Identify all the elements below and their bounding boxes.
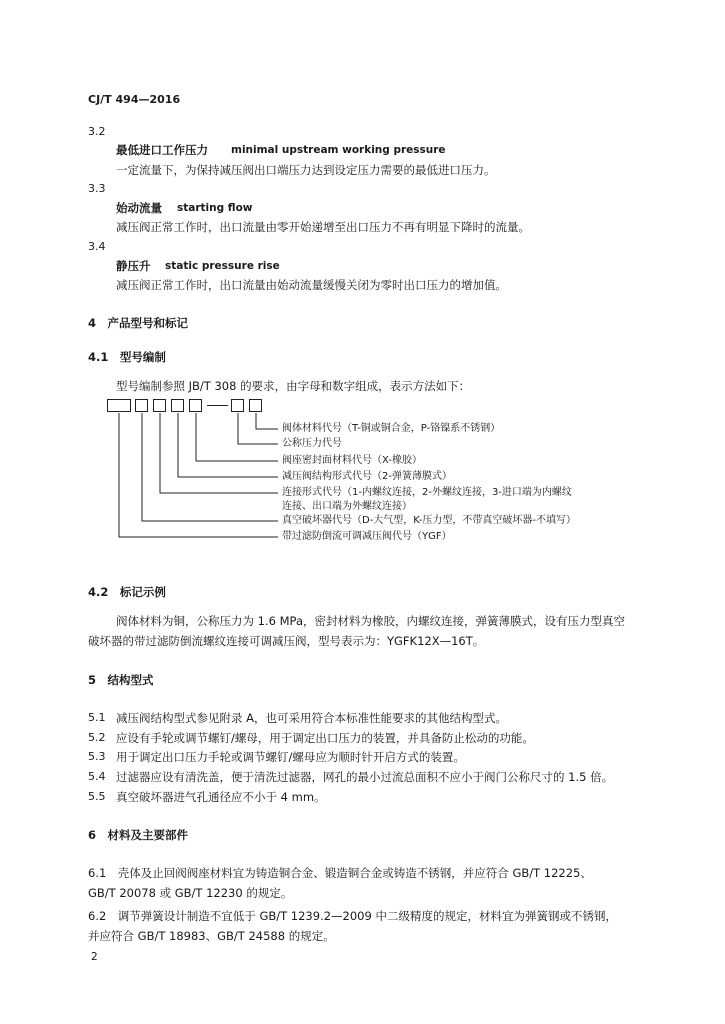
- term-title-en: starting flow: [177, 202, 253, 214]
- term-title-cn: 始动流量: [116, 201, 162, 215]
- term-definition: 减压阀正常工作时，出口流量由零开始递增至出口压力不再有明显下降时的流量。: [116, 220, 530, 234]
- term-definition: 一定流量下，为保持减压阀出口端压力达到设定压力需要的最低进口压力。: [116, 163, 496, 177]
- diagram-label: 减压阀结构形式代号（2-弹簧薄膜式）: [282, 471, 452, 482]
- term-number: 3.3: [88, 182, 106, 195]
- term-number: 3.4: [88, 240, 106, 253]
- term-title-cn: 静压升: [116, 259, 151, 273]
- paragraph: GB/T 20078 或 GB/T 12230 的规定。: [88, 886, 293, 900]
- subsection-heading: 4.2 标记示例: [88, 585, 166, 599]
- page-number: 2: [91, 951, 98, 963]
- paragraph: 6.1 壳体及止回阀阀座材料宜为铸造铜合金、锻造铜合金或铸造不锈钢，并应符合 GB/T 12225、: [88, 866, 592, 880]
- term-title-en: static pressure rise: [165, 260, 280, 272]
- clause-number: 5.4: [88, 770, 106, 783]
- term-number: 3.2: [88, 125, 106, 138]
- clause-number: 5.1: [88, 711, 106, 724]
- paragraph: 阀体材料为铜，公称压力为 1.6 MPa，密封材料为橡胶，内螺纹连接，弹簧薄膜式，设有压力型真空: [116, 614, 625, 628]
- clause-text: 过滤器应设有清洗盖，便于清洗过滤器，网孔的最小过流总面积不应小于阀门公称尺寸的 1.5 倍。: [116, 770, 614, 784]
- paragraph: 型号编制参照 JB/T 308 的要求，由字母和数字组成，表示方法如下：: [116, 379, 471, 393]
- subsection-heading: 4.1 型号编制: [88, 350, 166, 364]
- clause-text: 用于调定出口压力手轮或调节螺钉/螺母应为顺时针开启方式的装置。: [116, 750, 465, 764]
- section-heading: 5 结构型式: [88, 673, 154, 687]
- clause-text: 减压阀结构型式参见附录 A，也可采用符合本标准性能要求的其他结构型式。: [116, 711, 508, 725]
- section-heading: 6 材料及主要部件: [88, 828, 189, 842]
- document-id: CJ/T 494—2016: [88, 93, 181, 106]
- diagram-label: 阀体材料代号（T-铜或铜合金，P-铬镍系不锈钢）: [282, 423, 501, 434]
- diagram-label: 真空破坏器代号（D-大气型，K-压力型，不带真空破坏器-不填写）: [282, 515, 577, 526]
- clause-number: 5.5: [88, 790, 106, 803]
- paragraph: 并应符合 GB/T 18983、GB/T 24588 的规定。: [88, 929, 335, 943]
- paragraph: 6.2 调节弹簧设计制造不宜低于 GB/T 1239.2—2009 中二级精度的规定，材料宜为弹簧钢或不锈钢，: [88, 909, 617, 923]
- term-title-cn: 最低进口工作压力: [116, 143, 208, 157]
- diagram-label: 阀座密封面材料代号（X-橡胶）: [282, 455, 422, 466]
- diagram-label: 连接形式代号（1-内螺纹连接，2-外螺纹连接，3-进口端为内螺纹: [282, 487, 572, 498]
- term-title-en: minimal upstream working pressure: [231, 144, 446, 156]
- clause-text: 真空破坏器进气孔通径应不小于 4 mm。: [116, 790, 326, 804]
- section-heading: 4 产品型号和标记: [88, 316, 189, 330]
- clause-number: 5.3: [88, 750, 106, 763]
- paragraph: 破坏器的带过滤防倒流螺纹连接可调减压阀，型号表示为：YGFK12X—16T。: [88, 634, 485, 648]
- diagram-label: 带过滤防倒流可调减压阀代号（YGF）: [282, 531, 452, 542]
- clause-text: 应设有手轮或调节螺钉/螺母，用于调定出口压力的装置，并具备防止松动的功能。: [116, 731, 534, 745]
- clause-number: 5.2: [88, 731, 106, 744]
- term-definition: 减压阀正常工作时，出口流量由始动流量缓慢关闭为零时出口压力的增加值。: [116, 278, 507, 292]
- diagram-label: 公称压力代号: [282, 438, 342, 449]
- diagram-label: 连接、出口端为外螺纹连接）: [282, 501, 412, 512]
